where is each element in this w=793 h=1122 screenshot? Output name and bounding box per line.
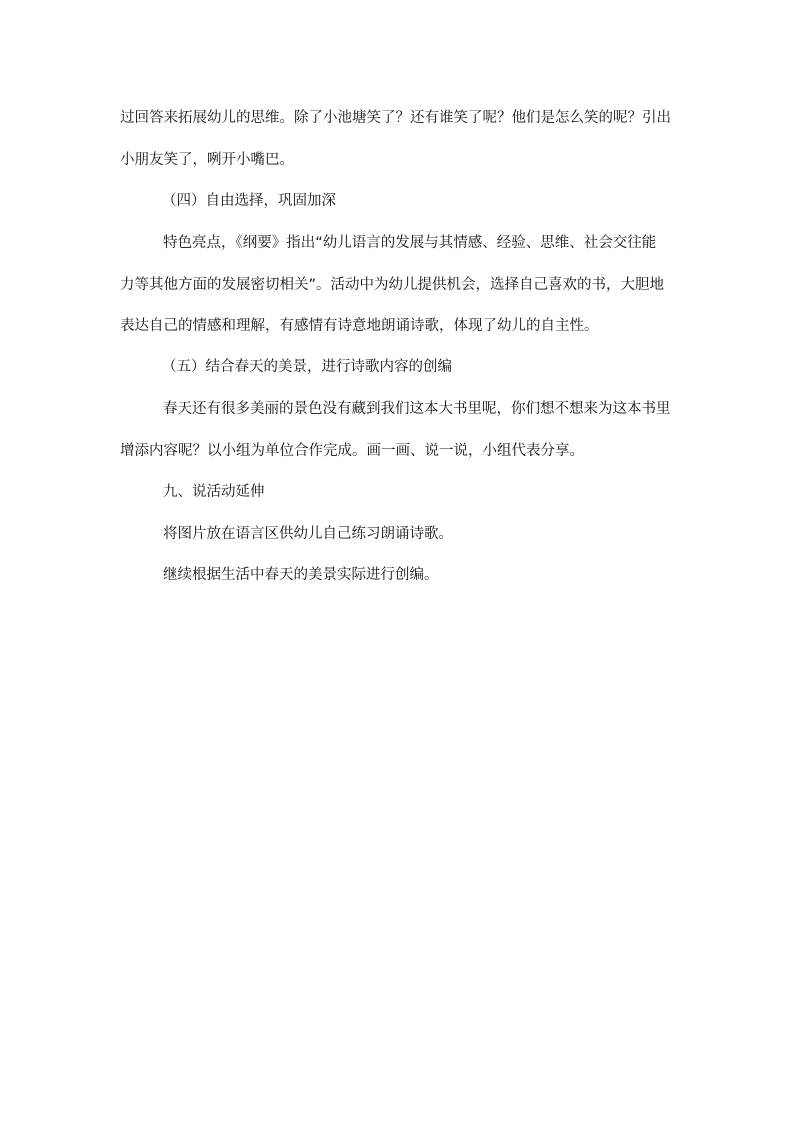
paragraph-line: 增添内容呢？以小组为单位合作完成。画一画、说一说，小组代表分享。: [120, 443, 584, 459]
paragraph-line: 力等其他方面的发展密切相关”。活动中为幼儿提供机会，选择自己喜欢的书，大胆地: [120, 277, 665, 293]
paragraph-line: 特色亮点，《纲要》指出“幼儿语言的发展与其情感、经验、思维、社会交往能: [163, 235, 657, 251]
section-heading: （四）自由选择，巩固加深: [162, 193, 336, 209]
paragraph-line: 春天还有很多美丽的景色没有藏到我们这本大书里呢，你们想不想来为这本书里: [163, 401, 671, 417]
paragraph-line: 过回答来拓展幼儿的思维。除了小池塘笑了？还有谁笑了呢？他们是怎么笑的呢？引出: [120, 110, 671, 126]
paragraph-line: 表达自己的情感和理解，有感情有诗意地朗诵诗歌，体现了幼儿的自主性。: [120, 318, 599, 334]
paragraph-line: 继续根据生活中春天的美景实际进行创编。: [163, 567, 439, 583]
section-heading: （五）结合春天的美景，进行诗歌内容的创编: [162, 359, 452, 375]
paragraph-line: 将图片放在语言区供幼儿自己练习朗诵诗歌。: [163, 526, 453, 542]
section-heading: 九、说活动延伸: [163, 484, 265, 500]
paragraph-line: 小朋友笑了，咧开小嘴巴。: [120, 152, 294, 168]
